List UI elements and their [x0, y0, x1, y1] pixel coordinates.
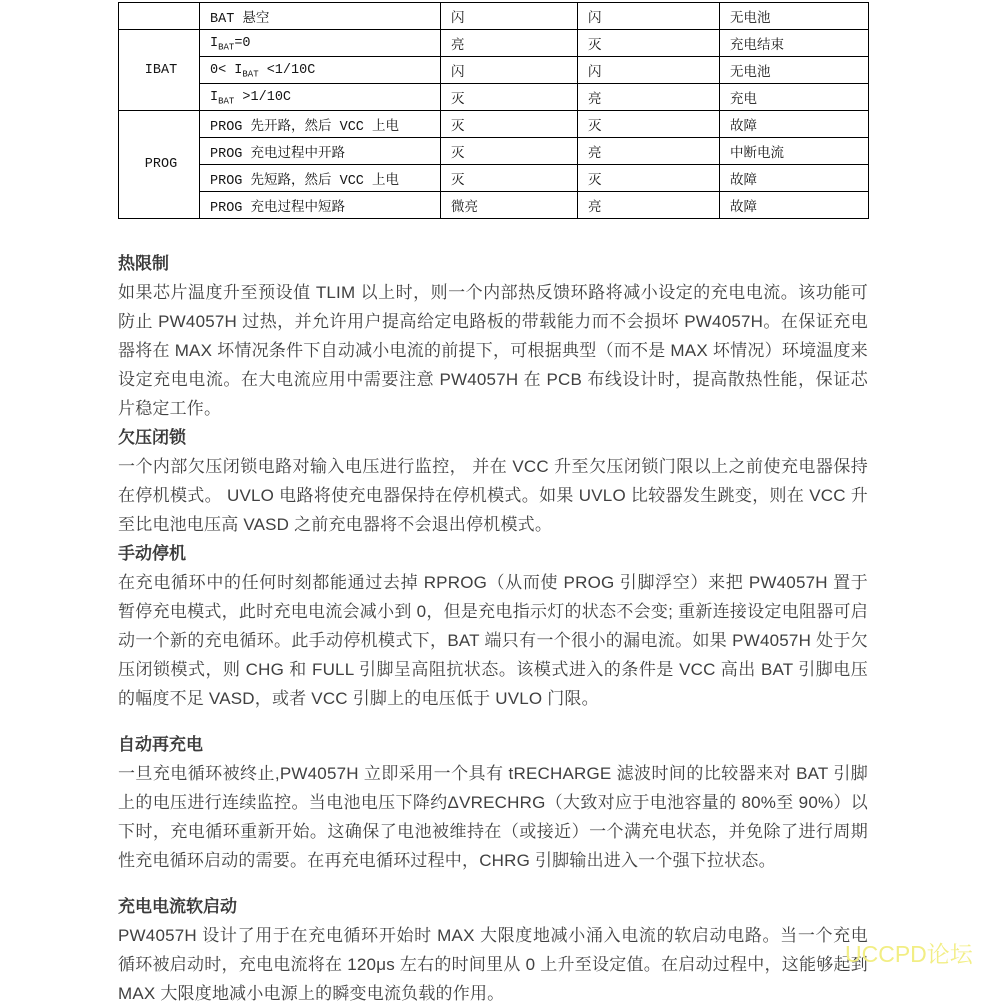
section-heading: 手动停机 [118, 544, 186, 563]
status-cell: 无电池 [720, 3, 869, 30]
table-row [119, 84, 869, 111]
status-cell: 故障 [720, 165, 869, 192]
forum-watermark: UCCPD论坛 [845, 941, 973, 967]
status-cell: 无电池 [720, 57, 869, 84]
section-auto-recharge [118, 730, 868, 875]
chg-led-cell: 闪 [441, 57, 578, 84]
section-heading: 欠压闭锁 [118, 428, 186, 447]
document-page [118, 2, 868, 1008]
chg-led-cell: 微亮 [441, 192, 578, 219]
table-row [119, 57, 869, 84]
condition-cell: BAT 悬空 [200, 3, 441, 30]
section-manual-shutdown [118, 539, 868, 713]
condition-cell: $I_{BAT} >1/10C$ [200, 84, 441, 111]
table-row [119, 111, 869, 138]
section-paragraph: 如果芯片温度升至预设值 TLIM 以上时，则一个内部热反馈环路将减小设定的充电电流。该功能可防止 PW4057H 过热，并允许用户提高给定电路板的带载能力而不会损坏 PW4057H。在保证充电器将在 MAX 坏情况条件下自动减小电流的前提下，可根据典型（而不是 MAX 坏情况）环境温度来设定充电电流。在大电流应用中需要注意 PW4057H 在 PCB 布线设计时，提高散热性能，保证芯片稳定工作。 [118, 283, 868, 418]
section-heading: 热限制 [118, 254, 169, 273]
section-heading: 充电电流软启动 [118, 897, 237, 916]
chg-led-cell: 亮 [441, 30, 578, 57]
document-body [118, 249, 868, 1008]
group-cell-prog: PROG [119, 111, 200, 219]
full-led-cell: 亮 [578, 138, 720, 165]
table-row [119, 3, 869, 30]
table-row [119, 30, 869, 57]
led-status-table [118, 2, 869, 219]
condition-cell: PROG 先开路，然后 VCC 上电 [200, 111, 441, 138]
section-paragraph: 在充电循环中的任何时刻都能通过去掉 RPROG（从而使 PROG 引脚浮空）来把 PW4057H 置于暂停充电模式，此时充电电流会减小到 0，但是充电指示灯的状态不会变; 重新连接设定电阻器可启动一个新的充电循环。此手动停机模式下，BAT 端只有一个很小的漏电流。如果 PW4057H 处于欠压闭锁模式，则 CHG 和 FULL 引脚呈高阻抗状态。该模式进入的条件是 VCC 高出 BAT 引脚电压的幅度不足 VASD，或者 VCC 引脚上的电压低于 UVLO 门限。 [118, 573, 868, 708]
condition-cell: PROG 充电过程中开路 [200, 138, 441, 165]
subscript: BAT [218, 96, 235, 107]
full-led-cell: 灭 [578, 111, 720, 138]
full-led-cell: 闪 [578, 57, 720, 84]
chg-led-cell: 闪 [441, 3, 578, 30]
full-led-cell: 灭 [578, 165, 720, 192]
full-led-cell: 亮 [578, 192, 720, 219]
status-cell: 故障 [720, 111, 869, 138]
chg-led-cell: 灭 [441, 84, 578, 111]
section-paragraph: PW4057H 设计了用于在充电循环开始时 MAX 大限度地减小涌入电流的软启动电路。当一个充电循环被启动时，充电电流将在 120μs 左右的时间里从 0 上升至设定值。在启动过程中，这能够起到 MAX 大限度地减小电源上的瞬变电流负载的作用。 [118, 926, 868, 1003]
section-soft-start [118, 892, 868, 1008]
condition-cell: PROG 充电过程中短路 [200, 192, 441, 219]
section-paragraph: 一个内部欠压闭锁电路对输入电压进行监控， 并在 VCC 升至欠压闭锁门限以上之前使充电器保持在停机模式。 UVLO 电路将使充电器保持在停机模式。如果 UVLO 比较器发生跳变，则在 VCC 升至比电池电压高 VASD 之前充电器将不会退出停机模式。 [118, 457, 868, 534]
status-cell: 故障 [720, 192, 869, 219]
chg-led-cell: 灭 [441, 165, 578, 192]
table-row [119, 165, 869, 192]
condition-cell: $0< I_{BAT} <1/10C$ [200, 57, 441, 84]
subscript: BAT [242, 69, 259, 80]
status-cell: 中断电流 [720, 138, 869, 165]
section-uvlo [118, 423, 868, 539]
condition-cell: PROG 先短路，然后 VCC 上电 [200, 165, 441, 192]
section-paragraph: 一旦充电循环被终止,PW4057H 立即采用一个具有 tRECHARGE 滤波时间的比较器来对 BAT 引脚上的电压进行连续监控。当电池电压下降约ΔVRECHRG（大致对应于电池容量的 80%至 90%）以下时，充电循环重新开始。这确保了电池被维持在（或接近）一个满充电状态，并免除了进行周期性充电循环启动的需要。在再充电循环过程中，CHRG 引脚输出进入一个强下拉状态。 [118, 764, 868, 870]
status-cell: 充电结束 [720, 30, 869, 57]
table-row [119, 138, 869, 165]
group-cell [119, 3, 200, 30]
full-led-cell: 闪 [578, 3, 720, 30]
status-cell: 充电 [720, 84, 869, 111]
section-thermal-limit [118, 249, 868, 423]
condition-cell: $I_{BAT}=0$ [200, 30, 441, 57]
full-led-cell: 灭 [578, 30, 720, 57]
group-cell-ibat: IBAT [119, 30, 200, 111]
table-row [119, 192, 869, 219]
subscript: BAT [218, 42, 235, 53]
chg-led-cell: 灭 [441, 138, 578, 165]
full-led-cell: 亮 [578, 84, 720, 111]
section-heading: 自动再充电 [118, 735, 203, 754]
chg-led-cell: 灭 [441, 111, 578, 138]
